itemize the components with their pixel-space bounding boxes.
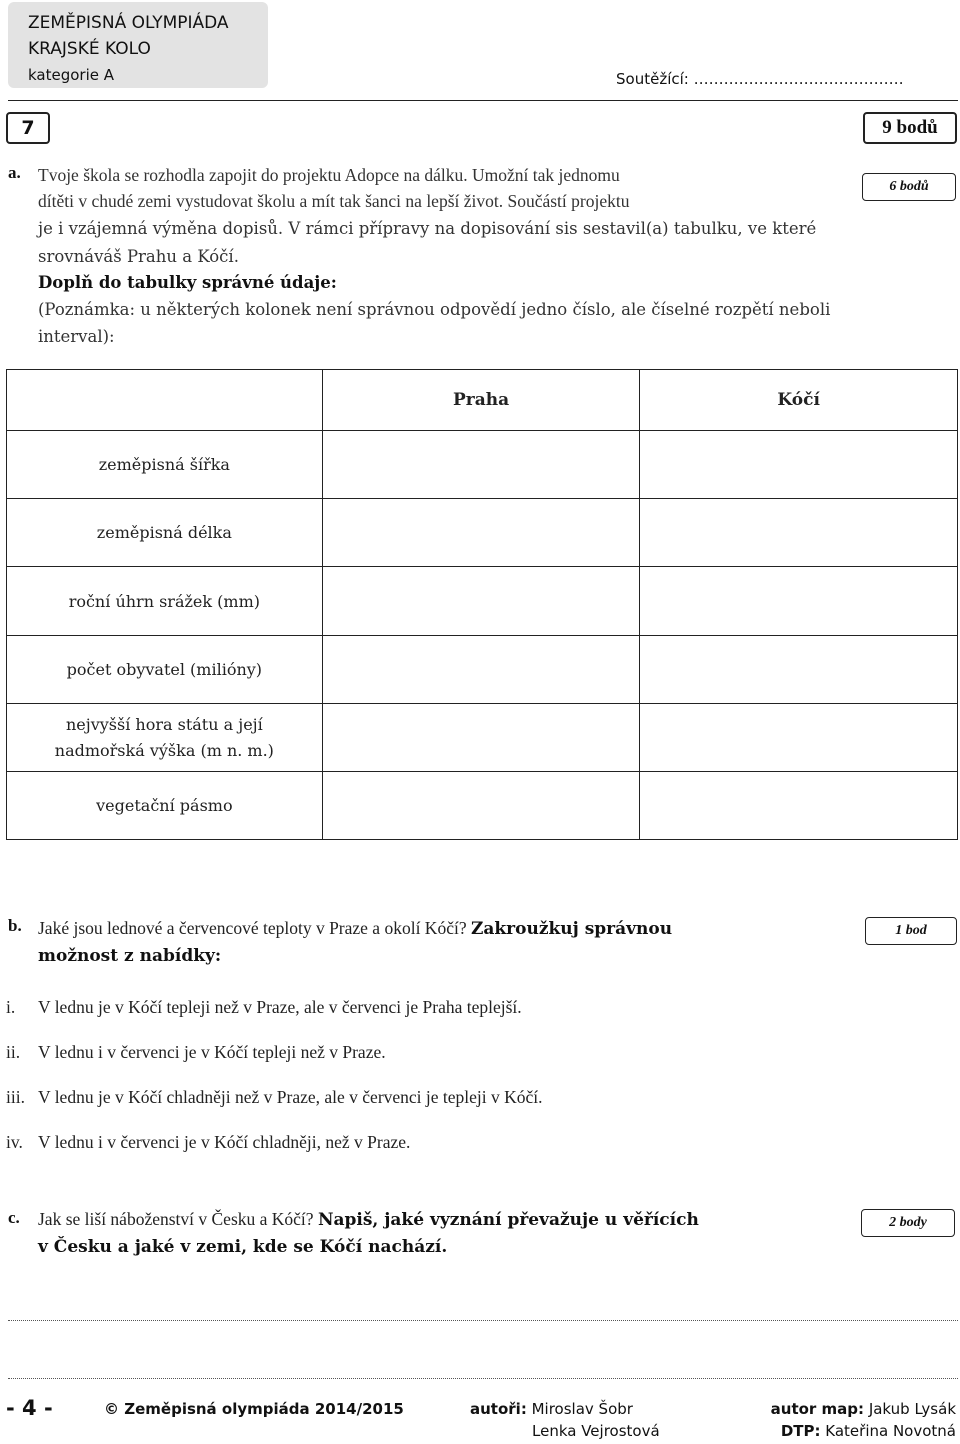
part-a-instruction: Doplň do tabulky správné údaje: <box>38 273 337 292</box>
competition-header <box>8 2 268 88</box>
table-row <box>7 499 958 567</box>
dtp-name: Kateřina Novotná <box>825 1422 956 1440</box>
table-header-row <box>7 370 958 431</box>
part-b-question <box>38 915 672 942</box>
part-a-text-line3: je i vzájemná výměna dopisů. V rámci přípravy na dopisování sis sestavil(a) tabulku, ve které <box>38 219 817 238</box>
row-label-longitude: zeměpisná délka <box>7 499 323 567</box>
part-a-text-line2: dítěti v chudé zemi vystudovat školu a mít tak šanci na lepší život. Součástí projektu <box>38 191 630 211</box>
header-title: ZEMĚPISNÁ OLYMPIÁDA <box>28 13 229 33</box>
table-row <box>7 772 958 840</box>
answer-cell-koci-latitude[interactable] <box>640 431 958 499</box>
part-c-question <box>38 1206 699 1233</box>
part-a-text-line1: Tvoje škola se rozhodla zapojit do projektu Adopce na dálku. Umožní tak jednomu <box>38 165 620 185</box>
header-category: kategorie A <box>28 66 115 84</box>
author-1: Miroslav Šobr <box>531 1400 633 1418</box>
part-c-question-text: Jak se liší náboženství v Česku a Kóčí? <box>38 1209 314 1229</box>
row-label-population: počet obyvatel (milióny) <box>7 636 323 704</box>
answer-cell-praha-mountain[interactable] <box>322 704 640 772</box>
page-number: - 4 - <box>6 1396 53 1420</box>
row-label-precipitation: roční úhrn srážek (mm) <box>7 567 323 636</box>
answer-cell-koci-precipitation[interactable] <box>640 567 958 636</box>
part-a-note-line1: (Poznámka: u některých kolonek není správnou odpovědí jedno číslo, ale číselné rozpětí neboli <box>38 300 831 319</box>
answer-cell-praha-latitude[interactable] <box>322 431 640 499</box>
answer-cell-praha-precipitation[interactable] <box>322 567 640 636</box>
row-label-highest-mountain <box>7 704 323 772</box>
answer-cell-praha-population[interactable] <box>322 636 640 704</box>
header-divider <box>8 100 958 101</box>
table-corner-cell <box>7 370 323 431</box>
total-points-badge: 9 bodů <box>863 112 957 144</box>
option-ii-number: ii. <box>6 1042 21 1062</box>
column-header-praha: Praha <box>322 370 640 431</box>
dtp-author <box>760 1422 956 1440</box>
option-iii[interactable] <box>6 1087 543 1108</box>
part-a-text-line4: srovnáváš Prahu a Kóčí. <box>38 247 239 266</box>
answer-cell-koci-longitude[interactable] <box>640 499 958 567</box>
part-a-label: a. <box>8 163 21 182</box>
authors-label: autoři: <box>470 1400 527 1418</box>
authors <box>470 1400 633 1418</box>
answer-cell-praha-vegetation[interactable] <box>322 772 640 840</box>
task-number: 7 <box>6 112 50 144</box>
answer-line-1[interactable] <box>8 1320 958 1321</box>
part-a-note-line2: interval): <box>38 327 115 346</box>
table-row <box>7 567 958 636</box>
part-c-label: c. <box>8 1208 20 1227</box>
part-b-label: b. <box>8 916 22 935</box>
answer-cell-koci-vegetation[interactable] <box>640 772 958 840</box>
part-b-question-text: Jaké jsou lednové a červencové teploty v Praze a okolí Kóčí? <box>38 918 467 938</box>
table-row <box>7 636 958 704</box>
answer-cell-koci-population[interactable] <box>640 636 958 704</box>
part-c-instruction-line2: v Česku a jaké v zemi, kde se Kóčí nachází. <box>38 1237 448 1257</box>
answer-cell-praha-longitude[interactable] <box>322 499 640 567</box>
option-iv[interactable] <box>6 1132 410 1153</box>
part-c-points-badge: 2 body <box>861 1209 955 1237</box>
row-label-highest-mountain-line1: nejvyšší hora státu a její <box>65 714 263 734</box>
part-b-instruction-line2: možnost z nabídky: <box>38 946 222 966</box>
option-i-number: i. <box>6 997 16 1017</box>
table-row <box>7 431 958 499</box>
part-c-instruction-line1: Napiš, jaké vyznání převažuje u věřících <box>317 1210 699 1230</box>
option-ii[interactable] <box>6 1042 386 1063</box>
map-author <box>760 1400 956 1418</box>
part-a-points-badge: 6 bodů <box>862 173 956 201</box>
option-i-text: V lednu je v Kóčí tepleji než v Praze, ale v červenci je Praha teplejší. <box>38 997 522 1017</box>
map-author-name: Jakub Lysák <box>868 1400 956 1418</box>
option-ii-text: V lednu i v červenci je v Kóčí tepleji než v Praze. <box>38 1042 386 1062</box>
dtp-label: DTP: <box>780 1422 821 1440</box>
row-label-vegetation-zone: vegetační pásmo <box>7 772 323 840</box>
competitor-field[interactable]: Soutěžící: …………………………………… <box>616 70 904 88</box>
option-iv-text: V lednu i v červenci je v Kóčí chladněji, než v Praze. <box>38 1132 411 1152</box>
part-b-instruction-line1: Zakroužkuj správnou <box>470 919 673 939</box>
table-row <box>7 704 958 772</box>
answer-cell-koci-mountain[interactable] <box>640 704 958 772</box>
row-label-latitude: zeměpisná šířka <box>7 431 323 499</box>
copyright-text: © Zeměpisná olympiáda 2014/2015 <box>104 1400 404 1418</box>
row-label-highest-mountain-line2: nadmořská výška (m n. m.) <box>54 740 274 760</box>
part-b-points-badge: 1 bod <box>865 917 957 945</box>
map-author-label: autor map: <box>770 1400 865 1418</box>
column-header-koci: Kóčí <box>640 370 958 431</box>
author-2: Lenka Vejrostová <box>532 1422 660 1440</box>
option-iii-number: iii. <box>6 1087 25 1107</box>
option-iv-number: iv. <box>6 1132 23 1152</box>
answer-line-2[interactable] <box>8 1378 958 1379</box>
comparison-table <box>6 369 958 840</box>
header-round: KRAJSKÉ KOLO <box>28 39 151 59</box>
option-i[interactable] <box>6 997 522 1018</box>
option-iii-text: V lednu je v Kóčí chladněji než v Praze, ale v červenci je tepleji v Kóčí. <box>38 1087 543 1107</box>
